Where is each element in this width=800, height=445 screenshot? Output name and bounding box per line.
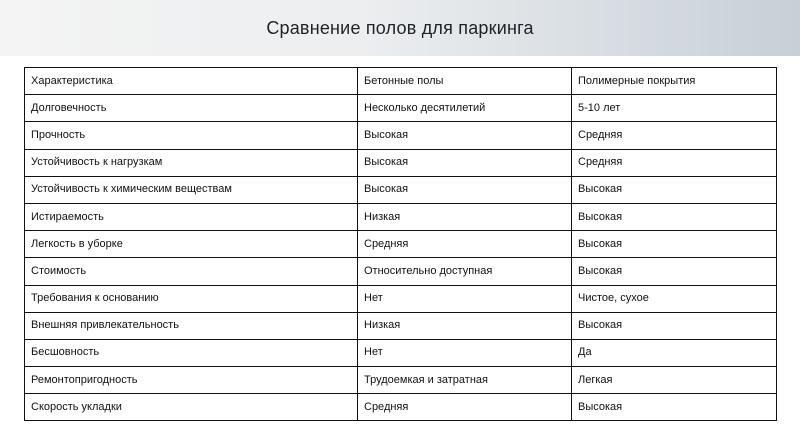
- comparison-table: [24, 67, 777, 421]
- table-cell: Скорость укладки: [25, 394, 358, 421]
- page-title: Сравнение полов для паркинга: [266, 17, 534, 38]
- table-cell: Нет: [358, 339, 572, 366]
- table-cell: Внешняя привлекательность: [25, 312, 358, 339]
- table-cell: Ремонтопригодность: [25, 367, 358, 394]
- table-cell: Легкая: [572, 367, 777, 394]
- table-cell: Нет: [358, 285, 572, 312]
- table-cell: Долговечность: [25, 95, 358, 122]
- table-cell: Средняя: [572, 122, 777, 149]
- table-cell: Высокая: [572, 394, 777, 421]
- table-cell: Легкость в уборке: [25, 231, 358, 258]
- table-row: [25, 367, 777, 394]
- table-cell: Высокая: [572, 176, 777, 203]
- table-cell: Средняя: [358, 394, 572, 421]
- table-cell: 5-10 лет: [572, 95, 777, 122]
- table-cell: Высокая: [572, 231, 777, 258]
- header-cell-concrete: Бетонные полы: [358, 68, 572, 95]
- table-cell: Высокая: [572, 258, 777, 285]
- table-row: [25, 203, 777, 230]
- table-cell: Бесшовность: [25, 339, 358, 366]
- table-cell: Относительно доступная: [358, 258, 572, 285]
- table-row: [25, 176, 777, 203]
- table-cell: Низкая: [358, 312, 572, 339]
- table-cell: Высокая: [358, 122, 572, 149]
- table-row: [25, 258, 777, 285]
- table-row: [25, 95, 777, 122]
- table-cell: Трудоемкая и затратная: [358, 367, 572, 394]
- header-cell-polymer: Полимерные покрытия: [572, 68, 777, 95]
- table-cell: Устойчивость к химическим веществам: [25, 176, 358, 203]
- header-cell-characteristic: Характеристика: [25, 68, 358, 95]
- table-cell: Средняя: [358, 231, 572, 258]
- header-banner: [0, 0, 800, 56]
- table-cell: Требования к основанию: [25, 285, 358, 312]
- table-row: [25, 231, 777, 258]
- table-cell: Чистое, сухое: [572, 285, 777, 312]
- table-row: [25, 285, 777, 312]
- table-row: [25, 394, 777, 421]
- table-cell: Высокая: [572, 203, 777, 230]
- table-cell: Высокая: [358, 149, 572, 176]
- table-row: [25, 149, 777, 176]
- table-cell: Стоимость: [25, 258, 358, 285]
- table-row: [25, 312, 777, 339]
- table-header-row: [25, 68, 777, 95]
- table-cell: Прочность: [25, 122, 358, 149]
- table-cell: Средняя: [572, 149, 777, 176]
- table-row: [25, 339, 777, 366]
- table-cell: Низкая: [358, 203, 572, 230]
- table-cell: Истираемость: [25, 203, 358, 230]
- table-cell: Высокая: [358, 176, 572, 203]
- table-cell: Высокая: [572, 312, 777, 339]
- comparison-table-container: [24, 67, 776, 421]
- table-cell: Устойчивость к нагрузкам: [25, 149, 358, 176]
- table-row: [25, 122, 777, 149]
- table-cell: Несколько десятилетий: [358, 95, 572, 122]
- table-cell: Да: [572, 339, 777, 366]
